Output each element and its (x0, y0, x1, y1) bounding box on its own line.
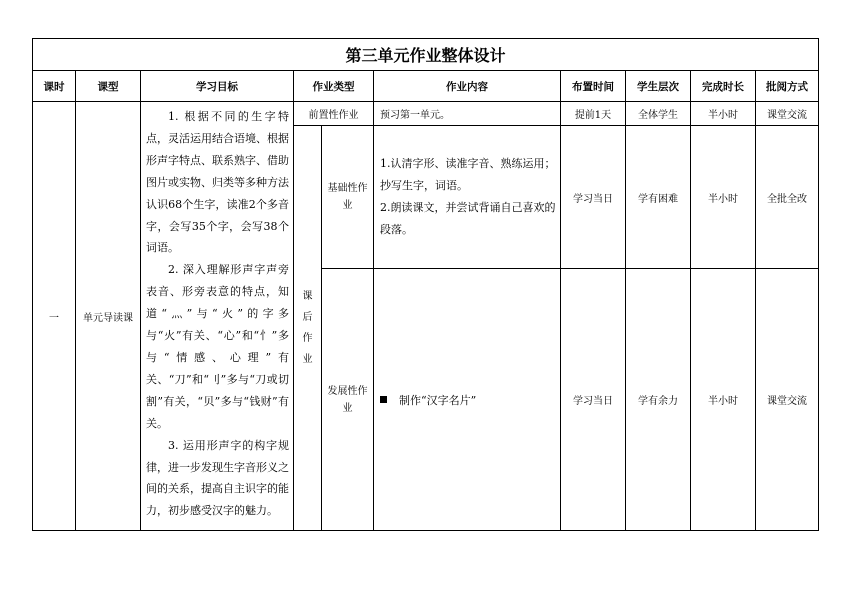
header-duration: 完成时长 (691, 71, 756, 102)
develop-content-cell (374, 269, 561, 531)
after-class-label-text: 课后作业 (302, 291, 313, 365)
develop-type-cell (322, 269, 374, 531)
preview-review: 课堂交流 (756, 102, 819, 126)
header-homework-type: 作业类型 (294, 71, 374, 102)
basic-assign-time: 学习当日 (561, 126, 626, 269)
basic-content-2: 2.朗读课文，并尝试背诵自己喜欢的段落。 (380, 201, 556, 236)
preview-type-cell: 前置性作业 (294, 102, 374, 126)
basic-level: 学有困难 (626, 126, 691, 269)
table-title: 第三单元作业整体设计 (33, 39, 819, 71)
basic-type-cell (322, 126, 374, 269)
basic-review: 全批全改 (756, 126, 819, 269)
period-cell: 一 (33, 102, 76, 531)
objective-3: 3. 运用形声字的构字规律，进一步发现生字音形义之间的关系，提高自主识字的能力，初步感受汉字的魅力。 (146, 438, 289, 518)
header-lesson-type: 课型 (76, 71, 141, 102)
preview-duration: 半小时 (691, 102, 756, 126)
develop-review: 课堂交流 (756, 269, 819, 531)
develop-level: 学有余力 (626, 269, 691, 531)
square-bullet-icon (380, 396, 387, 403)
basic-type-text: 基础性作业 (327, 183, 368, 211)
header-assign-time: 布置时间 (561, 71, 626, 102)
preview-level: 全体学生 (626, 102, 691, 126)
develop-assign-time: 学习当日 (561, 269, 626, 531)
header-student-level: 学生层次 (626, 71, 691, 102)
develop-type-text: 发展性作业 (327, 385, 368, 414)
header-period: 课时 (33, 71, 76, 102)
develop-content-text: 制作“汉字名片” (399, 393, 477, 407)
objective-1: 1. 根据不同的生字特点，灵活运用结合语境、根据形声字特点、联系熟字、借助图片或实物、归类等多种方法认识68个生字，读准2个多音字，会写35个字，会写38个词语。 (146, 110, 289, 255)
preview-assign-time: 提前1天 (561, 102, 626, 126)
after-class-label (294, 126, 322, 531)
basic-content-cell (374, 126, 561, 269)
lesson-type-cell: 单元导读课 (76, 102, 141, 531)
preview-content-cell: 预习第一单元。 (374, 102, 561, 126)
homework-design-table (32, 38, 819, 531)
header-objectives: 学习目标 (141, 71, 294, 102)
header-review-method: 批阅方式 (756, 71, 819, 102)
develop-duration: 半小时 (691, 269, 756, 531)
objectives-cell (141, 102, 294, 531)
basic-duration: 半小时 (691, 126, 756, 269)
header-homework-content: 作业内容 (374, 71, 561, 102)
basic-content-1: 1.认清字形、读准字音、熟练运用；抄写生字，词语。 (380, 157, 556, 192)
objective-2: 2. 深入理解形声字声旁表音、形旁表意的特点，知道“灬”与“火”的字多与“火”有关、“心”和“忄”多与“情感、心理”有关、“刀”和“刂”多与“刀或切割”有关，“贝”多与“钱财”有关。 (146, 263, 289, 430)
